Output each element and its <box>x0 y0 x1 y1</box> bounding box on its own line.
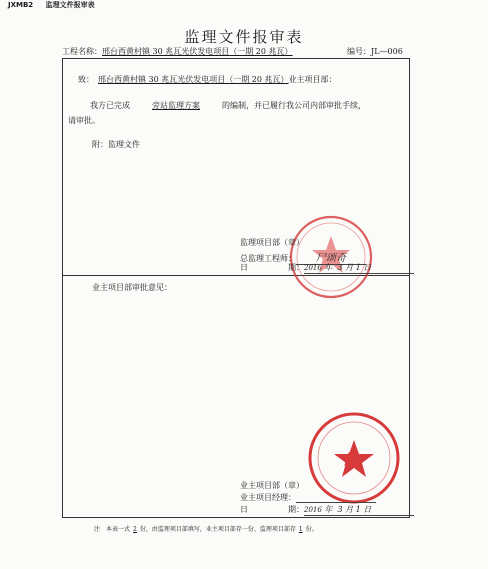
form-caption: 监理文件报审表 <box>45 1 95 9</box>
project-number <box>347 46 403 57</box>
to-suffix: 业主项目部： <box>288 75 337 84</box>
footnote-mid: 份，由监理项目部填写，业主项目部存一份、监理项目部存 <box>139 526 296 533</box>
project-label: 工程名称： <box>62 47 102 56</box>
attachment: 附：监理文件 <box>92 140 140 149</box>
date-period-label: 期： <box>288 263 304 272</box>
date-day: 1 <box>355 263 361 272</box>
body-task: 旁站监理方案 <box>152 101 200 110</box>
date-month-unit: 月 <box>345 263 354 272</box>
owner-manager <box>240 492 376 503</box>
footnote-pre: 注 本表一式 <box>94 526 131 533</box>
manager-label: 业主项目经理： <box>240 493 296 502</box>
project-line <box>62 46 403 57</box>
form-code: JXMB2 <box>8 1 34 9</box>
supervisor-date <box>240 262 414 274</box>
footnote-post: 份。 <box>305 526 318 533</box>
page-title: 监理文件报审表 <box>184 28 304 46</box>
date-year: 2016 <box>304 264 322 272</box>
footnote-keep: 1 <box>298 526 303 533</box>
body-line-2: 请审批。 <box>68 116 100 125</box>
owner-date-month: 3 <box>337 505 343 514</box>
owner-date-year: 2016 <box>304 506 322 514</box>
owner-review-label: 业主项目部审批意见： <box>92 283 172 292</box>
to-line <box>78 74 337 85</box>
footnote <box>94 524 318 533</box>
owner-date-period-label: 期： <box>288 505 304 514</box>
date-value <box>304 262 414 274</box>
to-prefix: 致： <box>78 75 94 84</box>
number-label: 编号： <box>347 47 371 56</box>
engineer-label: 总监理工程师： <box>240 254 296 263</box>
body-post: 的编制，并已履行我公司内部审批手续， <box>222 101 366 110</box>
owner-date-day: 1 <box>355 505 361 514</box>
date-year-unit: 年 <box>324 263 333 272</box>
owner-date-value <box>304 504 414 516</box>
date-month: 3 <box>337 263 343 272</box>
project-name: 邢台西黄村镇 30 兆瓦光伏发电项目（一期 20 兆瓦） <box>102 47 293 56</box>
owner-date-day-label: 日 <box>240 505 248 514</box>
date-day-label: 日 <box>240 263 248 272</box>
owner-date-month-unit: 月 <box>345 505 354 514</box>
engineer-signature: 尸颂奇 <box>296 249 366 265</box>
owner-date-year-unit: 年 <box>324 505 333 514</box>
owner-dept: 业主项目部（章） <box>240 481 304 490</box>
manager-signature-line <box>296 493 376 503</box>
supervisor-dept: 监理项目部（章） <box>240 238 304 247</box>
owner-stamp-star: ★ <box>340 447 358 471</box>
owner-date-day-unit: 日 <box>363 505 372 514</box>
body-pre: 我方已完成 <box>90 101 130 110</box>
body-line-1 <box>90 100 366 111</box>
owner-date <box>240 504 414 516</box>
date-day-unit: 日 <box>363 263 372 272</box>
number-value: JL—006 <box>371 47 403 56</box>
footnote-copies: 2 <box>133 526 137 533</box>
form-header <box>8 0 95 10</box>
to-recipient: 邢台西黄村镇 30 兆瓦光伏发电项目（一期 20 兆瓦） <box>98 75 289 84</box>
